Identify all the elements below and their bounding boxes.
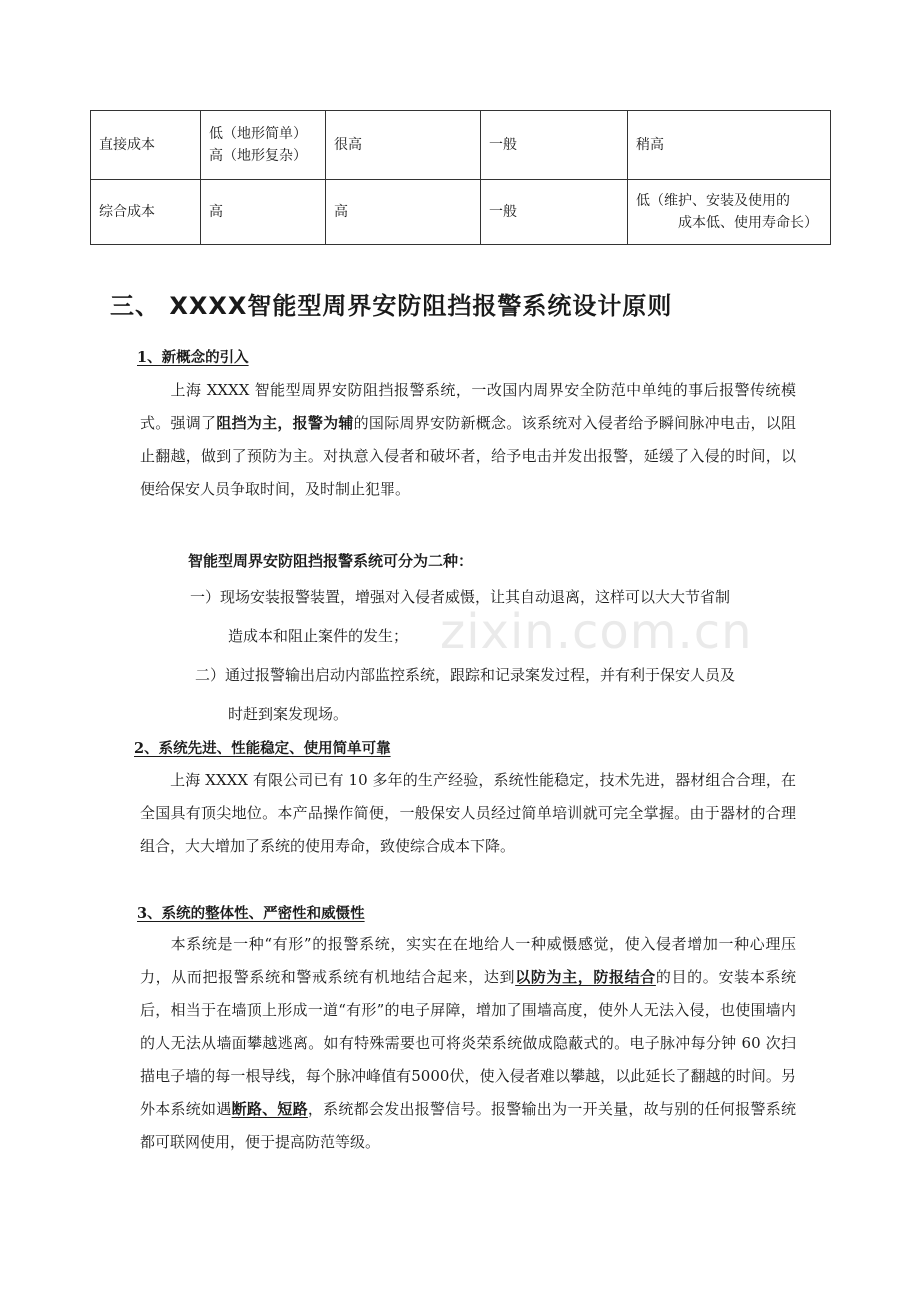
table-row	[91, 111, 831, 180]
table-cell: 高	[326, 180, 481, 245]
table-row	[91, 180, 831, 245]
watermark: zixin.com.cn	[440, 604, 753, 660]
text-run: 的国际周界安防新概念。该系统对入侵者给予瞬间脉冲电击，以阻止翻越，做到了预防为主。对执意入侵者和破坏者，给予电击并发出报警，延缓了入侵的时间，以便给保安人员争取时间，及时制止犯罪。	[140, 414, 796, 498]
table-cell: 直接成本	[91, 111, 201, 180]
table-cell: 很高	[326, 111, 481, 180]
subsection-heading: 3、系统的整体性、严密性和威慑性	[137, 905, 365, 922]
list-text: 现场安装报警装置，增强对入侵者威慑，让其自动退离，这样可以大大节省制	[220, 588, 731, 606]
subsection-heading: 2、系统先进、性能稳定、使用简单可靠	[134, 740, 391, 757]
list-marker: 一）	[190, 588, 221, 606]
table-cell: 一般	[481, 180, 628, 245]
list-item-continuation: 造成本和阻止案件的发生；	[228, 627, 409, 645]
list-item-continuation: 时赶到案发现场。	[228, 705, 349, 723]
subsection-heading: 1、新概念的引入	[137, 349, 249, 366]
paragraph	[140, 928, 796, 1159]
cell-line: 高（地形复杂）	[209, 148, 307, 164]
table-cell: 综合成本	[91, 180, 201, 245]
bold-underlined-text: 断路、短路	[231, 1100, 308, 1118]
text-run: ，系统都会发出报警信号。报警输出为一开关量，故与别的任何报警系统都可联网使用，便于提高防范等级。	[140, 1100, 796, 1151]
list-intro: 智能型周界安防阻挡报警系统可分为二种：	[188, 552, 474, 570]
cell-line: 成本低、使用寿命长）	[678, 215, 818, 231]
cell-line: 低（维护、安装及使用的	[636, 193, 790, 209]
cell-line: 低（地形简单）	[209, 126, 307, 142]
table-cell	[628, 180, 831, 245]
section-title: 三、 XXXX智能型周界安防阻挡报警系统设计原则	[110, 292, 673, 320]
list-marker: 二）	[195, 666, 226, 684]
text-run: 本系统是一种“有形”的报警系统，实实在在地给人一种威慑感觉，使入侵者增加一种心理压力，从而把报警系统和警戒系统有机地结合起来，达到	[140, 935, 796, 986]
table-cell: 稍高	[628, 111, 831, 180]
table-cell: 一般	[481, 111, 628, 180]
text-run: 上海 XXXX 有限公司已有 10 多年的生产经验，系统性能稳定，技术先进，器材组合合理，在全国具有顶尖地位。本产品操作简便，一般保安人员经过简单培训就可完全掌握。由于器材的合理组合，大大增加了系统的使用寿命，致使综合成本下降。	[140, 771, 796, 855]
paragraph	[140, 374, 796, 506]
list-item	[195, 659, 735, 692]
text-run: 的目的。安装本系统后，相当于在墙顶上形成一道“有形”的电子屏障，增加了围墙高度，使外人无法入侵，也使围墙内的人无法从墙面攀越逃离。如有特殊需要也可将炎荣系统做成隐蔽式的。电子脉冲每分钟 60 次扫描电子墙的每一根导线，每个脉冲峰值有5000伏，使入侵者难以攀越，以此延长了翻越的时间。另外本系统如遇	[140, 968, 796, 1118]
paragraph	[140, 764, 796, 863]
comparison-table	[90, 110, 831, 245]
bold-text: 阻挡为主，报警为辅	[216, 414, 354, 432]
table-cell: 高	[201, 180, 326, 245]
bold-underlined-text: 以防为主，防报结合	[515, 968, 656, 986]
text-run: 上海 XXXX 智能型周界安防阻挡报警系统，一改国内周界安全防范中单纯的事后报警传统模式。强调了	[140, 381, 796, 432]
list-text: 通过报警输出启动内部监控系统，跟踪和记录案发过程，并有利于保安人员及	[225, 666, 736, 684]
table-cell	[201, 111, 326, 180]
